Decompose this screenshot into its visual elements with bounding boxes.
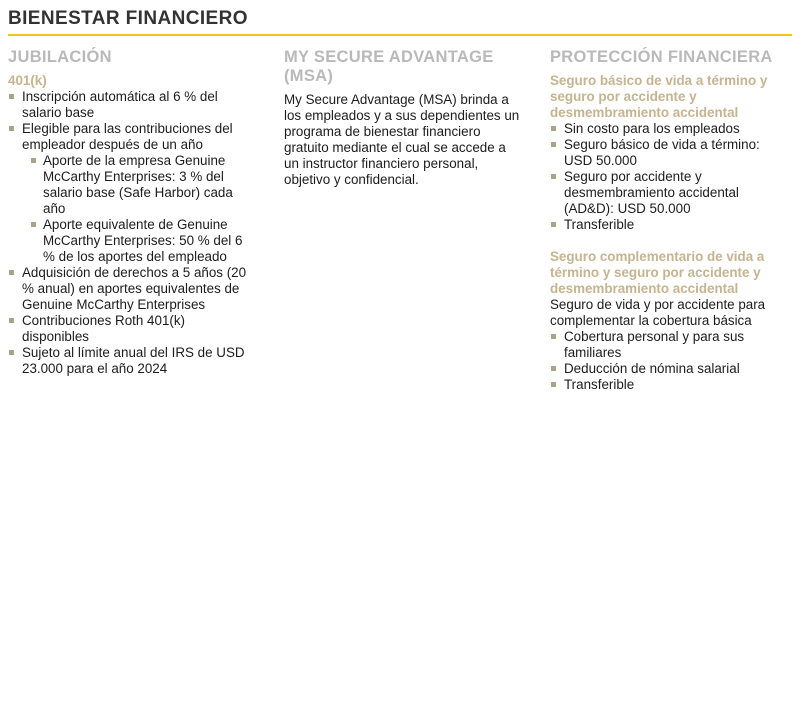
basic-life-item: Seguro por accidente y desmembramiento accidental (AD&D): USD 50.000: [550, 169, 778, 217]
protection-heading: PROTECCIÓN FINANCIERA: [550, 48, 773, 66]
protection-section: [550, 48, 778, 393]
supplemental-life-body: Seguro de vida y por accidente para complementar la cobertura básica: [550, 297, 766, 328]
supplemental-life-item: Transferible: [550, 377, 778, 393]
title-divider: [8, 34, 792, 36]
retirement-subitem: Aporte de la empresa Genuine McCarthy Enterprises: 3 % del salario base (Safe Harbor) cada año: [30, 153, 248, 217]
msa-body: My Secure Advantage (MSA) brinda a los empleados y a sus dependientes un programa de bienestar financiero gratuito mediante el cual se accede a un instructor financiero personal, objetivo y confidencial.: [284, 92, 520, 187]
retirement-item: Adquisición de derechos a 5 años (20 % anual) en aportes equivalentes de Genuine McCarthy Enterprises: [8, 265, 248, 313]
retirement-item: Sujeto al límite anual del IRS de USD 23.000 para el año 2024: [8, 345, 248, 377]
retirement-subitem: Aporte equivalente de Genuine McCarthy Enterprises: 50 % del 6 % de los aportes del empleado: [30, 217, 248, 265]
retirement-item: Contribuciones Roth 401(k) disponibles: [8, 313, 248, 345]
retirement-item: [8, 121, 248, 265]
retirement-heading: JUBILACIÓN: [8, 48, 112, 66]
retirement-sublist: [30, 153, 248, 265]
retirement-item-text: Elegible para las contribuciones del empleador después de un año: [22, 121, 233, 152]
basic-life-list: [550, 121, 778, 233]
retirement-item: Inscripción automática al 6 % del salario base: [8, 89, 248, 121]
msa-heading: MY SECURE ADVANTAGE (MSA): [284, 48, 494, 85]
basic-life-subheading: Seguro básico de vida a término y seguro por accidente y desmembramiento accidental: [550, 73, 768, 120]
retirement-list: [8, 89, 248, 377]
retirement-subheading: 401(k): [8, 73, 47, 88]
basic-life-item: Sin costo para los empleados: [550, 121, 778, 137]
supplemental-life-item: Deducción de nómina salarial: [550, 361, 778, 377]
supplemental-life-item: Cobertura personal y para sus familiares: [550, 329, 778, 361]
retirement-section: [8, 48, 248, 377]
basic-life-item: Transferible: [550, 217, 778, 233]
supplemental-life-list: [550, 329, 778, 393]
supplemental-life-subheading: Seguro complementario de vida a término y seguro por accidente y desmembramiento accidental: [550, 249, 765, 296]
basic-life-item: Seguro básico de vida a término: USD 50.000: [550, 137, 778, 169]
msa-section: [284, 48, 520, 188]
page-title: BIENESTAR FINANCIERO: [8, 8, 248, 29]
